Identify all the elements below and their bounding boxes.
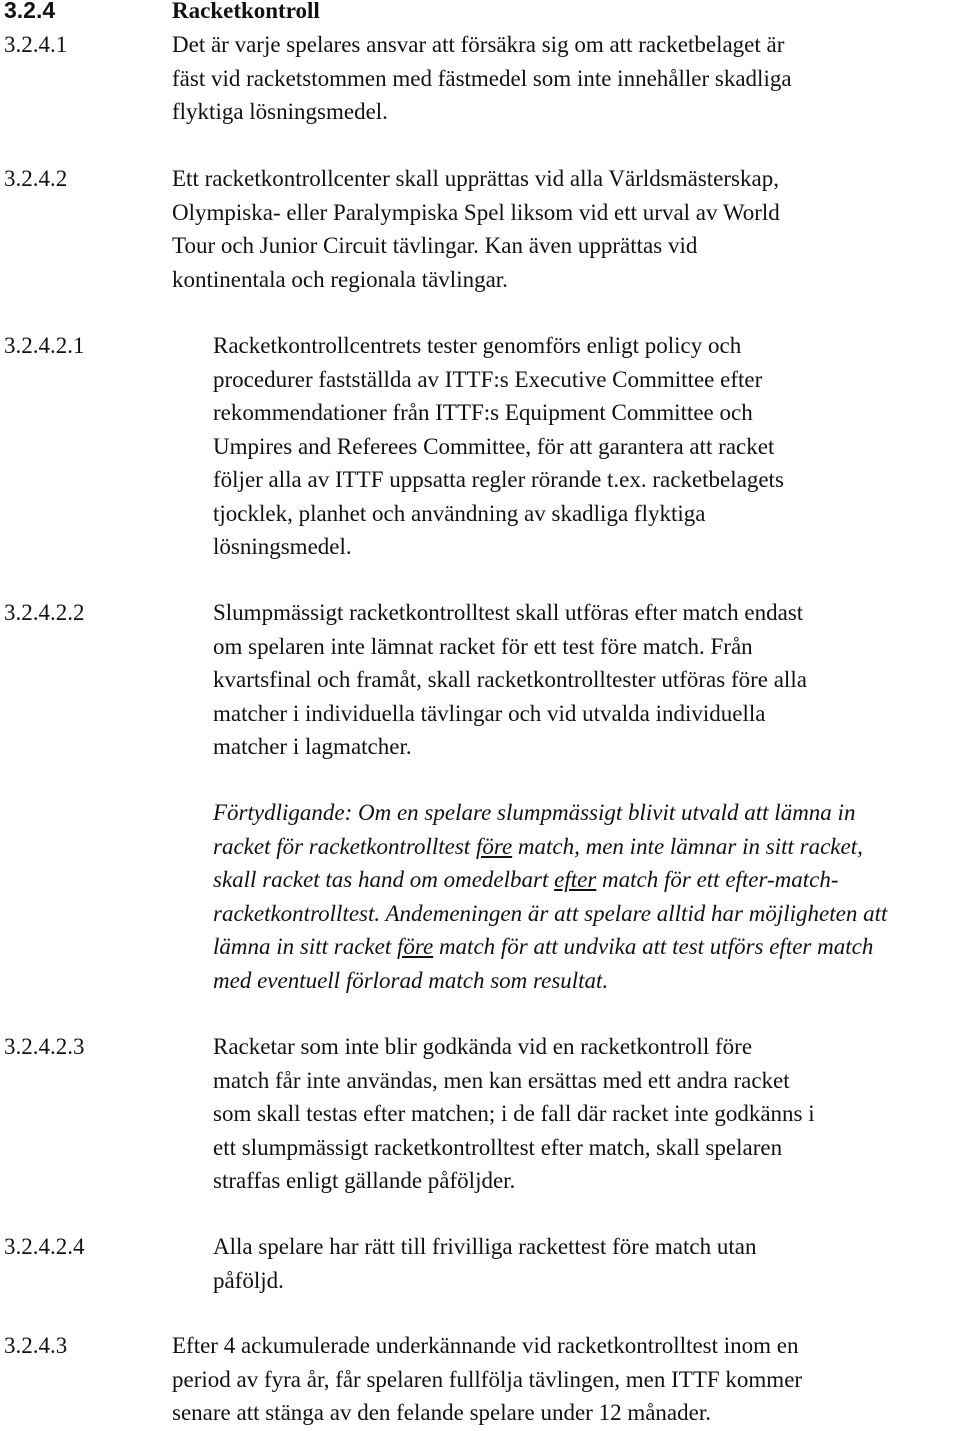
paragraph-text bbox=[172, 28, 952, 129]
text-line: om spelaren inte lämnat racket för ett test före match. Från bbox=[213, 633, 753, 659]
text-line: Tour och Junior Circuit tävlingar. Kan även upprättas vid bbox=[172, 233, 698, 258]
text-line: matcher i individuella tävlingar och vid utvalda individuella bbox=[213, 700, 766, 726]
text-line: Racketkontrollcentrets tester genomförs enligt policy och bbox=[213, 333, 742, 358]
text-line: följer alla av ITTF uppsatta regler rörande t.ex. racketbelagets bbox=[213, 467, 784, 492]
paragraph-text bbox=[172, 1329, 952, 1430]
paragraph-text bbox=[172, 162, 952, 296]
text-line: Racketar som inte blir godkända vid en racketkontroll före bbox=[213, 1034, 753, 1059]
paragraph-number: 3.2.4.2.2 bbox=[4, 600, 85, 625]
text-line: Förtydligande: Om en spelare slumpmässigt blivit utvald att lämna in bbox=[213, 800, 856, 825]
text-line: racket för racketkontrolltest före match, men inte lämnar in sitt racket, bbox=[213, 833, 863, 859]
text-line: skall racket tas hand om omedelbart efter match för ett efter-match- bbox=[213, 867, 839, 892]
paragraph-text bbox=[213, 596, 958, 764]
text-line: som skall testas efter matchen; i de fall där racket inte godkänns i bbox=[213, 1101, 815, 1126]
paragraph-number: 3.2.4.1 bbox=[4, 32, 68, 57]
text-line: racketkontrolltest. Andemeningen är att spelare alltid har möjligheten att bbox=[213, 900, 888, 926]
text-line: ett slumpmässigt racketkontrolltest efter match, skall spelaren bbox=[213, 1134, 783, 1160]
text-line: Det är varje spelares ansvar att försäkra sig om att racketbelaget är bbox=[172, 32, 785, 57]
paragraph-number: 3.2.4.2.1 bbox=[4, 333, 85, 358]
text-line: tjocklek, planhet och användning av skadliga flyktiga bbox=[213, 500, 706, 526]
paragraph-3-2-4-2-3 bbox=[0, 1030, 960, 1198]
text-line: procedurer fastställda av ITTF:s Executive Committee efter bbox=[213, 366, 763, 392]
paragraph-text bbox=[213, 329, 958, 564]
text-line: med eventuell förlorad match som resultat. bbox=[213, 967, 609, 993]
paragraph-3-2-4-2-4 bbox=[0, 1230, 960, 1297]
paragraph-number: 3.2.4.2 bbox=[4, 166, 68, 191]
text-line: flyktiga lösningsmedel. bbox=[172, 99, 388, 124]
clarification-text bbox=[213, 796, 958, 997]
paragraph-3-2-4-2-1 bbox=[0, 329, 960, 564]
text-line: senare att stänga av den felande spelare under 12 månader. bbox=[172, 1400, 711, 1425]
paragraph-number: 3.2.4.2.4 bbox=[4, 1234, 85, 1259]
text-line: period av fyra år, får spelaren fullfölja tävlingen, men ITTF kommer bbox=[172, 1366, 803, 1392]
text-line: lämna in sitt racket före match för att undvika att test utförs efter match bbox=[213, 934, 874, 959]
paragraph-3-2-4-2 bbox=[0, 162, 960, 296]
text-line: matcher i lagmatcher. bbox=[213, 734, 412, 759]
text-line: Umpires and Referees Committee, för att garantera att racket bbox=[213, 433, 775, 459]
section-number: 3.2.4 bbox=[4, 0, 56, 23]
paragraph-text bbox=[213, 1230, 958, 1297]
text-line: straffas enligt gällande påföljder. bbox=[213, 1168, 516, 1193]
text-line: lösningsmedel. bbox=[213, 534, 352, 559]
section-title: Racketkontroll bbox=[172, 0, 320, 23]
clarification-note bbox=[0, 796, 960, 998]
text-line: kvartsfinal och framåt, skall racketkontrolltester utföras före alla bbox=[213, 667, 807, 692]
text-line: kontinentala och regionala tävlingar. bbox=[172, 266, 508, 292]
text-line: påföljd. bbox=[213, 1267, 284, 1293]
section-heading bbox=[0, 0, 960, 28]
text-line: Olympiska- eller Paralympiska Spel liksom vid ett urval av World bbox=[172, 199, 780, 225]
paragraph-number: 3.2.4.3 bbox=[4, 1333, 68, 1358]
text-line: Alla spelare har rätt till frivilliga rackettest före match utan bbox=[213, 1234, 757, 1259]
text-line: rekommendationer från ITTF:s Equipment Committee och bbox=[213, 400, 753, 425]
paragraph-3-2-4-3 bbox=[0, 1329, 960, 1430]
text-line: Slumpmässigt racketkontrolltest skall utföras efter match endast bbox=[213, 600, 804, 625]
paragraph-text bbox=[213, 1030, 958, 1198]
text-line: fäst vid racketstommen med fästmedel som inte innehåller skadliga bbox=[172, 65, 792, 91]
paragraph-3-2-4-1 bbox=[0, 28, 960, 129]
paragraph-number: 3.2.4.2.3 bbox=[4, 1034, 85, 1059]
text-line: Ett racketkontrollcenter skall upprättas vid alla Världsmästerskap, bbox=[172, 166, 779, 191]
text-line: match får inte användas, men kan ersättas med ett andra racket bbox=[213, 1067, 790, 1093]
paragraph-3-2-4-2-2 bbox=[0, 596, 960, 764]
text-line: Efter 4 ackumulerade underkännande vid racketkontrolltest inom en bbox=[172, 1333, 799, 1358]
